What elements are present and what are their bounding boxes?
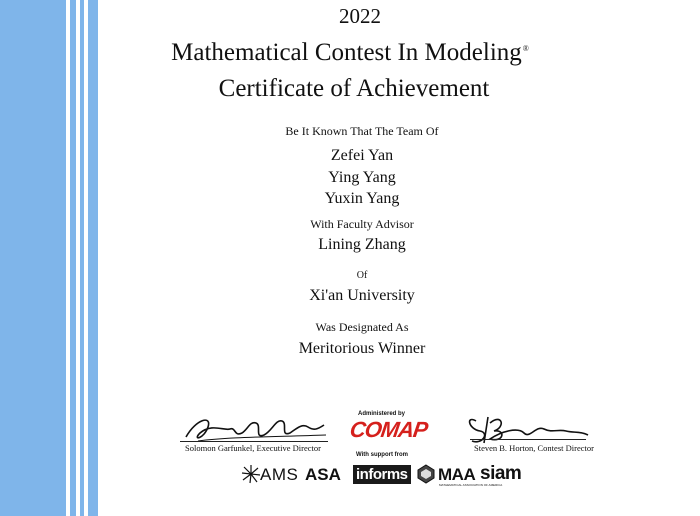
maa-emblem-icon — [416, 464, 436, 484]
contest-name: Mathematical Contest In Modeling — [171, 39, 522, 66]
designation-intro: Was Designated As — [315, 320, 409, 334]
registered-mark: ® — [522, 43, 529, 53]
informs-wordmark: informs — [353, 465, 411, 484]
team-member: Ying Yang — [328, 169, 396, 186]
team-intro: Be It Known That The Team Of — [285, 124, 439, 138]
team-member: Yuxin Yang — [324, 190, 400, 207]
certificate-year: 2022 — [339, 4, 381, 28]
team-member: Zefei Yan — [330, 147, 394, 164]
institution-name: Xi'an University — [309, 287, 415, 304]
siam-logo: siam — [480, 463, 522, 484]
executive-director-caption: Solomon Garfunkel, Executive Director — [185, 443, 321, 453]
ams-logo: AMS — [260, 465, 299, 484]
designation: Meritorious Winner — [298, 340, 426, 357]
ams-emblem-icon — [240, 463, 262, 485]
certificate-subtitle: Certificate of Achievement — [218, 75, 490, 102]
contest-title — [0, 39, 700, 67]
asa-logo: ASA — [305, 465, 341, 484]
advisor-intro: With Faculty Advisor — [310, 217, 414, 231]
advisor-name: Lining Zhang — [318, 236, 406, 253]
comap-logo: COMAP — [348, 417, 429, 442]
informs-logo — [353, 466, 411, 484]
support-label: With support from — [356, 452, 408, 458]
signature-line — [470, 439, 586, 440]
of-label: Of — [356, 270, 368, 281]
administered-by-label: Administered by — [358, 411, 406, 417]
signature-line — [180, 441, 328, 442]
maa-logo: MAA — [438, 465, 476, 484]
signature-sponsor-area — [0, 403, 700, 516]
contest-director-caption: Steven B. Horton, Contest Director — [474, 443, 594, 453]
maa-subtitle: MATHEMATICAL ASSOCIATION OF AMERICA — [439, 483, 503, 487]
